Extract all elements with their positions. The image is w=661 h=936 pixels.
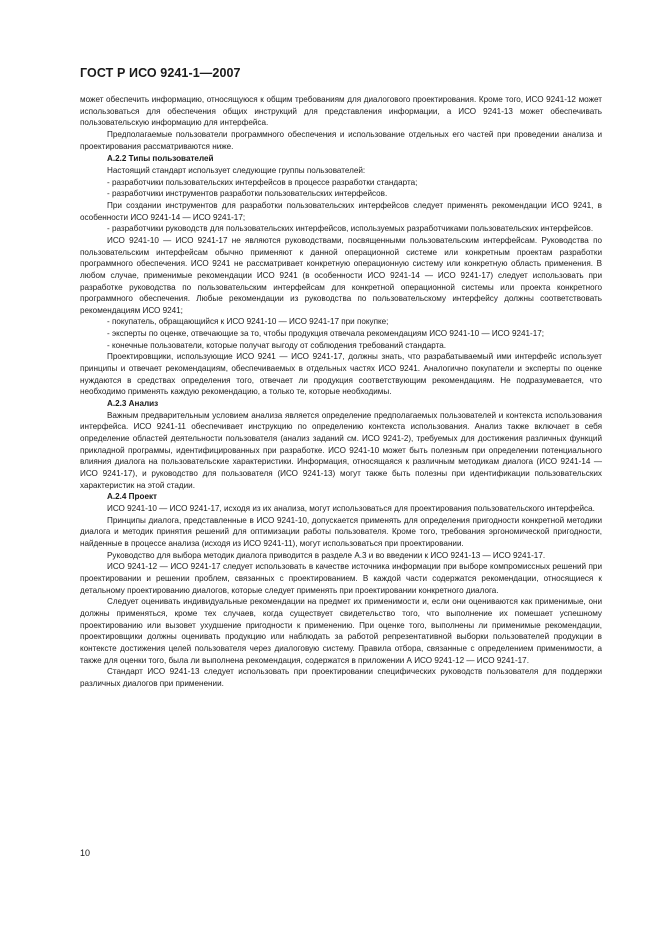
paragraph: Следует оценивать индивидуальные рекомендации на предмет их применимости и, если они оцениваются как применимые, они должны применяться, кроме тех случаев, когда существует свидетельство того, что выполнение их помешает успешному проектированию или вызовет ухудшение пригодности к применению. При оценке того, выполнены ли применимые рекомендации, проектировщики должны оценивать продукцию или наблюдать за работой репрезентативной выборки пользователей продукции в контексте достижения целей пользователя через диалоговую систему. Правила отбора, связанные с определением применимости, а также для оценки того, была ли выполнена рекомендация, содержатся в приложении А ИСО 9241-12 — ИСО 9241-17. [80,597,602,665]
list-item: - эксперты по оценке, отвечающие за то, чтобы продукция отвечала рекомендациям ИСО 9241-10 — ИСО 9241-17; [107,329,545,339]
list-item: - разработчики пользовательских интерфейсов в процессе разработки стандарта; [107,177,418,187]
paragraph: При создании инструментов для разработки пользовательских интерфейсов следует применять рекомендации ИСО 9241, в особенности ИСО 9241-14 — ИСО 9241-17; [80,200,602,222]
paragraph: Проектировщики, использующие ИСО 9241 — ИСО 9241-17, должны знать, что разрабатываемый ими интерфейс использует принципы и отвечает рекомендациям, обеспечиваемых в отдельных частях ИСО 9241. Аналогично покупатели и эксперты по оценке нуждаются в средствах определения того, отвечает ли продукция соответствующим рекомендациям. Не подразумевается, что необходимо применять каждую рекомендацию, а только те, которые необходимы. [80,352,602,397]
paragraph: Принципы диалога, представленные в ИСО 9241-10, допускается применять для определения пригодности конкретной методики диалога и методик принятия решений для оптимизации работы пользователя. Кроме того, требования эргономической пригодности, найденные в процессе анализа (исходя из ИСО 9241-11), могут использоваться при проектировании. [80,515,602,548]
list-item: - покупатель, обращающийся к ИСО 9241-10 — ИСО 9241-17 при покупке; [107,317,389,327]
paragraph: Предполагаемые пользователи программного обеспечения и использование отдельных его частей при проведении анализа и проектирования рассматриваются ниже. [80,129,602,151]
paragraph: Руководство для выбора методик диалога приводится в разделе А.3 и во введении к ИСО 9241-13 — ИСО 9241-17. [107,550,546,560]
document-body [80,94,602,689]
section-heading: А.2.4 Проект [107,492,158,502]
paragraph: Настоящий стандарт использует следующие группы пользователей: [107,165,366,175]
paragraph: ИСО 9241-10 — ИСО 9241-17 не являются руководствами, посвященными пользовательским интерфейсам. Руководства по пользовательским интерфейсам обычно применяют к данной операционной системе или конкретным проектам разработки программного обеспечения. ИСО 9241 не рассматривает конкретную операционную систему или конкретную область применения. В любом случае, применимые рекомендации ИСО 9241 (в особенности ИСО 9241-14 — ИСО 9241-17) следует использовать при разработке руководства по пользовательским интерфейсам для конкретной операционной системы или проекта конкретного программного обеспечения. Любые рекомендации из руководства по пользовательскому интерфейсу должны соответствовать рекомендациям ИСО 9241; [80,235,602,315]
list-item: - конечные пользователи, которые получат выгоду от соблюдения требований стандарта. [107,340,446,350]
paragraph: Стандарт ИСО 9241-13 следует использовать при проектировании специфических руководств пользователя для поддержки различных диалогов при применении. [80,667,602,688]
paragraph: Важным предварительным условием анализа является определение предполагаемых пользователей и контекста использования интерфейса. ИСО 9241-11 обеспечивает инструкцию по определению контекста использования. Анализ также включает в себя определение областей деятельности пользователя (анализ заданий см. ИСО 9241-2), требуемых для достижения различных функций прикладной программы, идентифицированных при разработке. ИСО 9241-10 может быть полезным при определении потенциального влияния диалога на пользовательские характеристики. Информация, относящаяся к различным методикам диалога (ИСО 9241-14 — ИСО 9241-17), и руководство для пользователя (ИСО 9241-13) могут также быть полезны при идентификации пользовательских характеристик на этой стадии. [80,410,602,490]
section-heading: А.2.2 Типы пользователей [107,154,214,164]
paragraph: ИСО 9241-12 — ИСО 9241-17 следует использовать в качестве источника информации при выборе компромиссных решений при проектировании и решении проблем, связанных с проектированием. В каждой части содержатся рекомендации, относящиеся к детальному проектированию диалогов, которые следует применять при проектировании конкретного диалога. [80,562,602,595]
page-number: 10 [80,848,91,858]
paragraph: может обеспечить информацию, относящуюся к общим требованиям для диалогового проектирования. Кроме того, ИСО 9241-12 может использоваться для обеспечения общих инструкций для представления информации, а ИСО 9241-13 может обеспечивать пользовательскую информацию для интерфейса. [80,95,602,128]
section-heading: А.2.3 Анализ [107,399,159,409]
page-header: ГОСТ Р ИСО 9241-1—2007 [80,66,241,80]
list-item: - разработчики инструментов разработки пользовательских интерфейсов. [107,189,388,199]
list-item: - разработчики руководств для пользовательских интерфейсов, используемых разработчиками пользовательских интерфейсов. [107,224,594,234]
paragraph: ИСО 9241-10 — ИСО 9241-17, исходя из их анализа, могут использоваться для проектирования пользовательского интерфейса. [107,503,595,513]
